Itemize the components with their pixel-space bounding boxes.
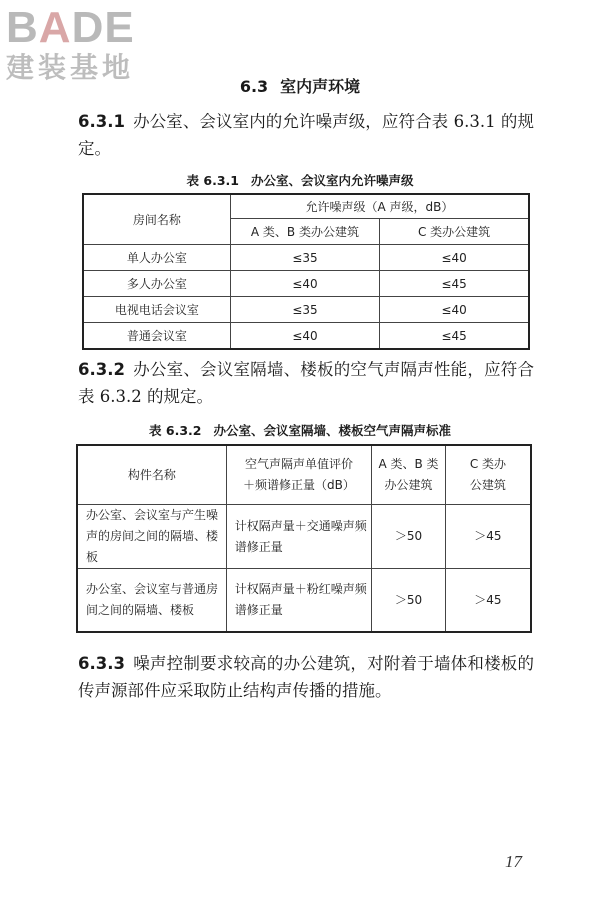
clause-text: 办公室、会议室内的允许噪声级，应符合表 6.3.1 的规定。 — [78, 112, 534, 158]
cell-rating: 计权隔声量＋交通噪声频谱修正量 — [226, 505, 371, 569]
table-caption-title: 办公室、会议室内允许噪声级 — [250, 173, 414, 188]
clause-number: 6.3.2 — [78, 360, 125, 379]
table-row — [83, 297, 529, 323]
cell-c: ≤40 — [380, 245, 529, 271]
header-class-c: C 类办公建筑 — [380, 219, 529, 245]
cell-ab: ≤40 — [230, 271, 379, 297]
cell-ab: ＞50 — [372, 505, 446, 569]
clause-text: 噪声控制要求较高的办公建筑，对附着于墙体和楼板的传声源部件应采取防止结构声传播的措施。 — [78, 654, 534, 700]
clause-6-3-1 — [78, 108, 534, 162]
cell-ab: ≤35 — [230, 245, 379, 271]
site-logo — [6, 3, 176, 84]
header-allowed-noise: 允许噪声级（A 声级，dB） — [230, 194, 529, 219]
cell-c: ≤40 — [380, 297, 529, 323]
logo-wordmark — [6, 3, 176, 52]
logo-subtitle: 建装基地 — [6, 51, 135, 84]
header-class-ab-line2: 办公建筑 — [384, 478, 433, 492]
logo-letters-de: DE — [71, 3, 135, 52]
table-header-row — [77, 445, 531, 505]
cell-room: 电视电话会议室 — [83, 297, 230, 323]
header-class-c-line2: 公建筑 — [469, 478, 506, 492]
header-rating — [226, 445, 371, 505]
header-class-c — [445, 445, 531, 505]
cell-ab: ＞50 — [372, 569, 446, 633]
header-rating-line2: ＋频谱修正量（dB） — [243, 478, 355, 492]
cell-room: 多人办公室 — [83, 271, 230, 297]
logo-accent-letter: A — [38, 3, 72, 52]
section-title-text: 室内声环境 — [280, 77, 361, 96]
table-row — [77, 569, 531, 633]
table-6-3-2-caption — [0, 421, 600, 439]
cell-c: ＞45 — [445, 505, 531, 569]
cell-c: ≤45 — [380, 271, 529, 297]
table-6-3-1 — [82, 193, 530, 350]
section-heading — [0, 74, 600, 97]
table-6-3-1-caption — [0, 171, 600, 189]
cell-room: 单人办公室 — [83, 245, 230, 271]
table-caption-number: 表 6.3.1 — [186, 173, 239, 188]
header-class-c-line1: C 类办 — [469, 457, 507, 471]
header-component-name: 构件名称 — [77, 445, 226, 505]
section-number: 6.3 — [239, 77, 269, 96]
table-row — [83, 245, 529, 271]
cell-component: 办公室、会议室与产生噪声的房间之间的隔墙、楼板 — [77, 505, 226, 569]
page-number: 17 — [505, 852, 522, 871]
cell-c: ≤45 — [380, 323, 529, 350]
cell-ab: ≤35 — [230, 297, 379, 323]
table-row — [77, 505, 531, 569]
cell-component: 办公室、会议室与普通房间之间的隔墙、楼板 — [77, 569, 226, 633]
table-caption-number: 表 6.3.2 — [149, 423, 202, 438]
table-caption-title: 办公室、会议室隔墙、楼板空气声隔声标准 — [213, 423, 451, 438]
clause-number: 6.3.1 — [78, 112, 125, 131]
logo-letter-b: B — [6, 3, 39, 52]
table-row — [83, 323, 529, 350]
clause-6-3-3 — [78, 650, 534, 704]
table-row — [83, 271, 529, 297]
table-header-row — [83, 194, 529, 219]
header-rating-line1: 空气声隔声单值评价 — [244, 457, 353, 471]
clause-number: 6.3.3 — [78, 654, 125, 673]
header-class-ab — [372, 445, 446, 505]
header-class-ab: A 类、B 类办公建筑 — [230, 219, 379, 245]
cell-rating: 计权隔声量＋粉红噪声频谱修正量 — [226, 569, 371, 633]
table-6-3-2 — [76, 444, 532, 633]
cell-ab: ≤40 — [230, 323, 379, 350]
clause-text: 办公室、会议室隔墙、楼板的空气声隔声性能，应符合表 6.3.2 的规定。 — [78, 360, 534, 406]
header-room-name: 房间名称 — [83, 194, 230, 245]
clause-6-3-2 — [78, 356, 534, 410]
header-class-ab-line1: A 类、B 类 — [378, 457, 439, 471]
cell-room: 普通会议室 — [83, 323, 230, 350]
cell-c: ＞45 — [445, 569, 531, 633]
